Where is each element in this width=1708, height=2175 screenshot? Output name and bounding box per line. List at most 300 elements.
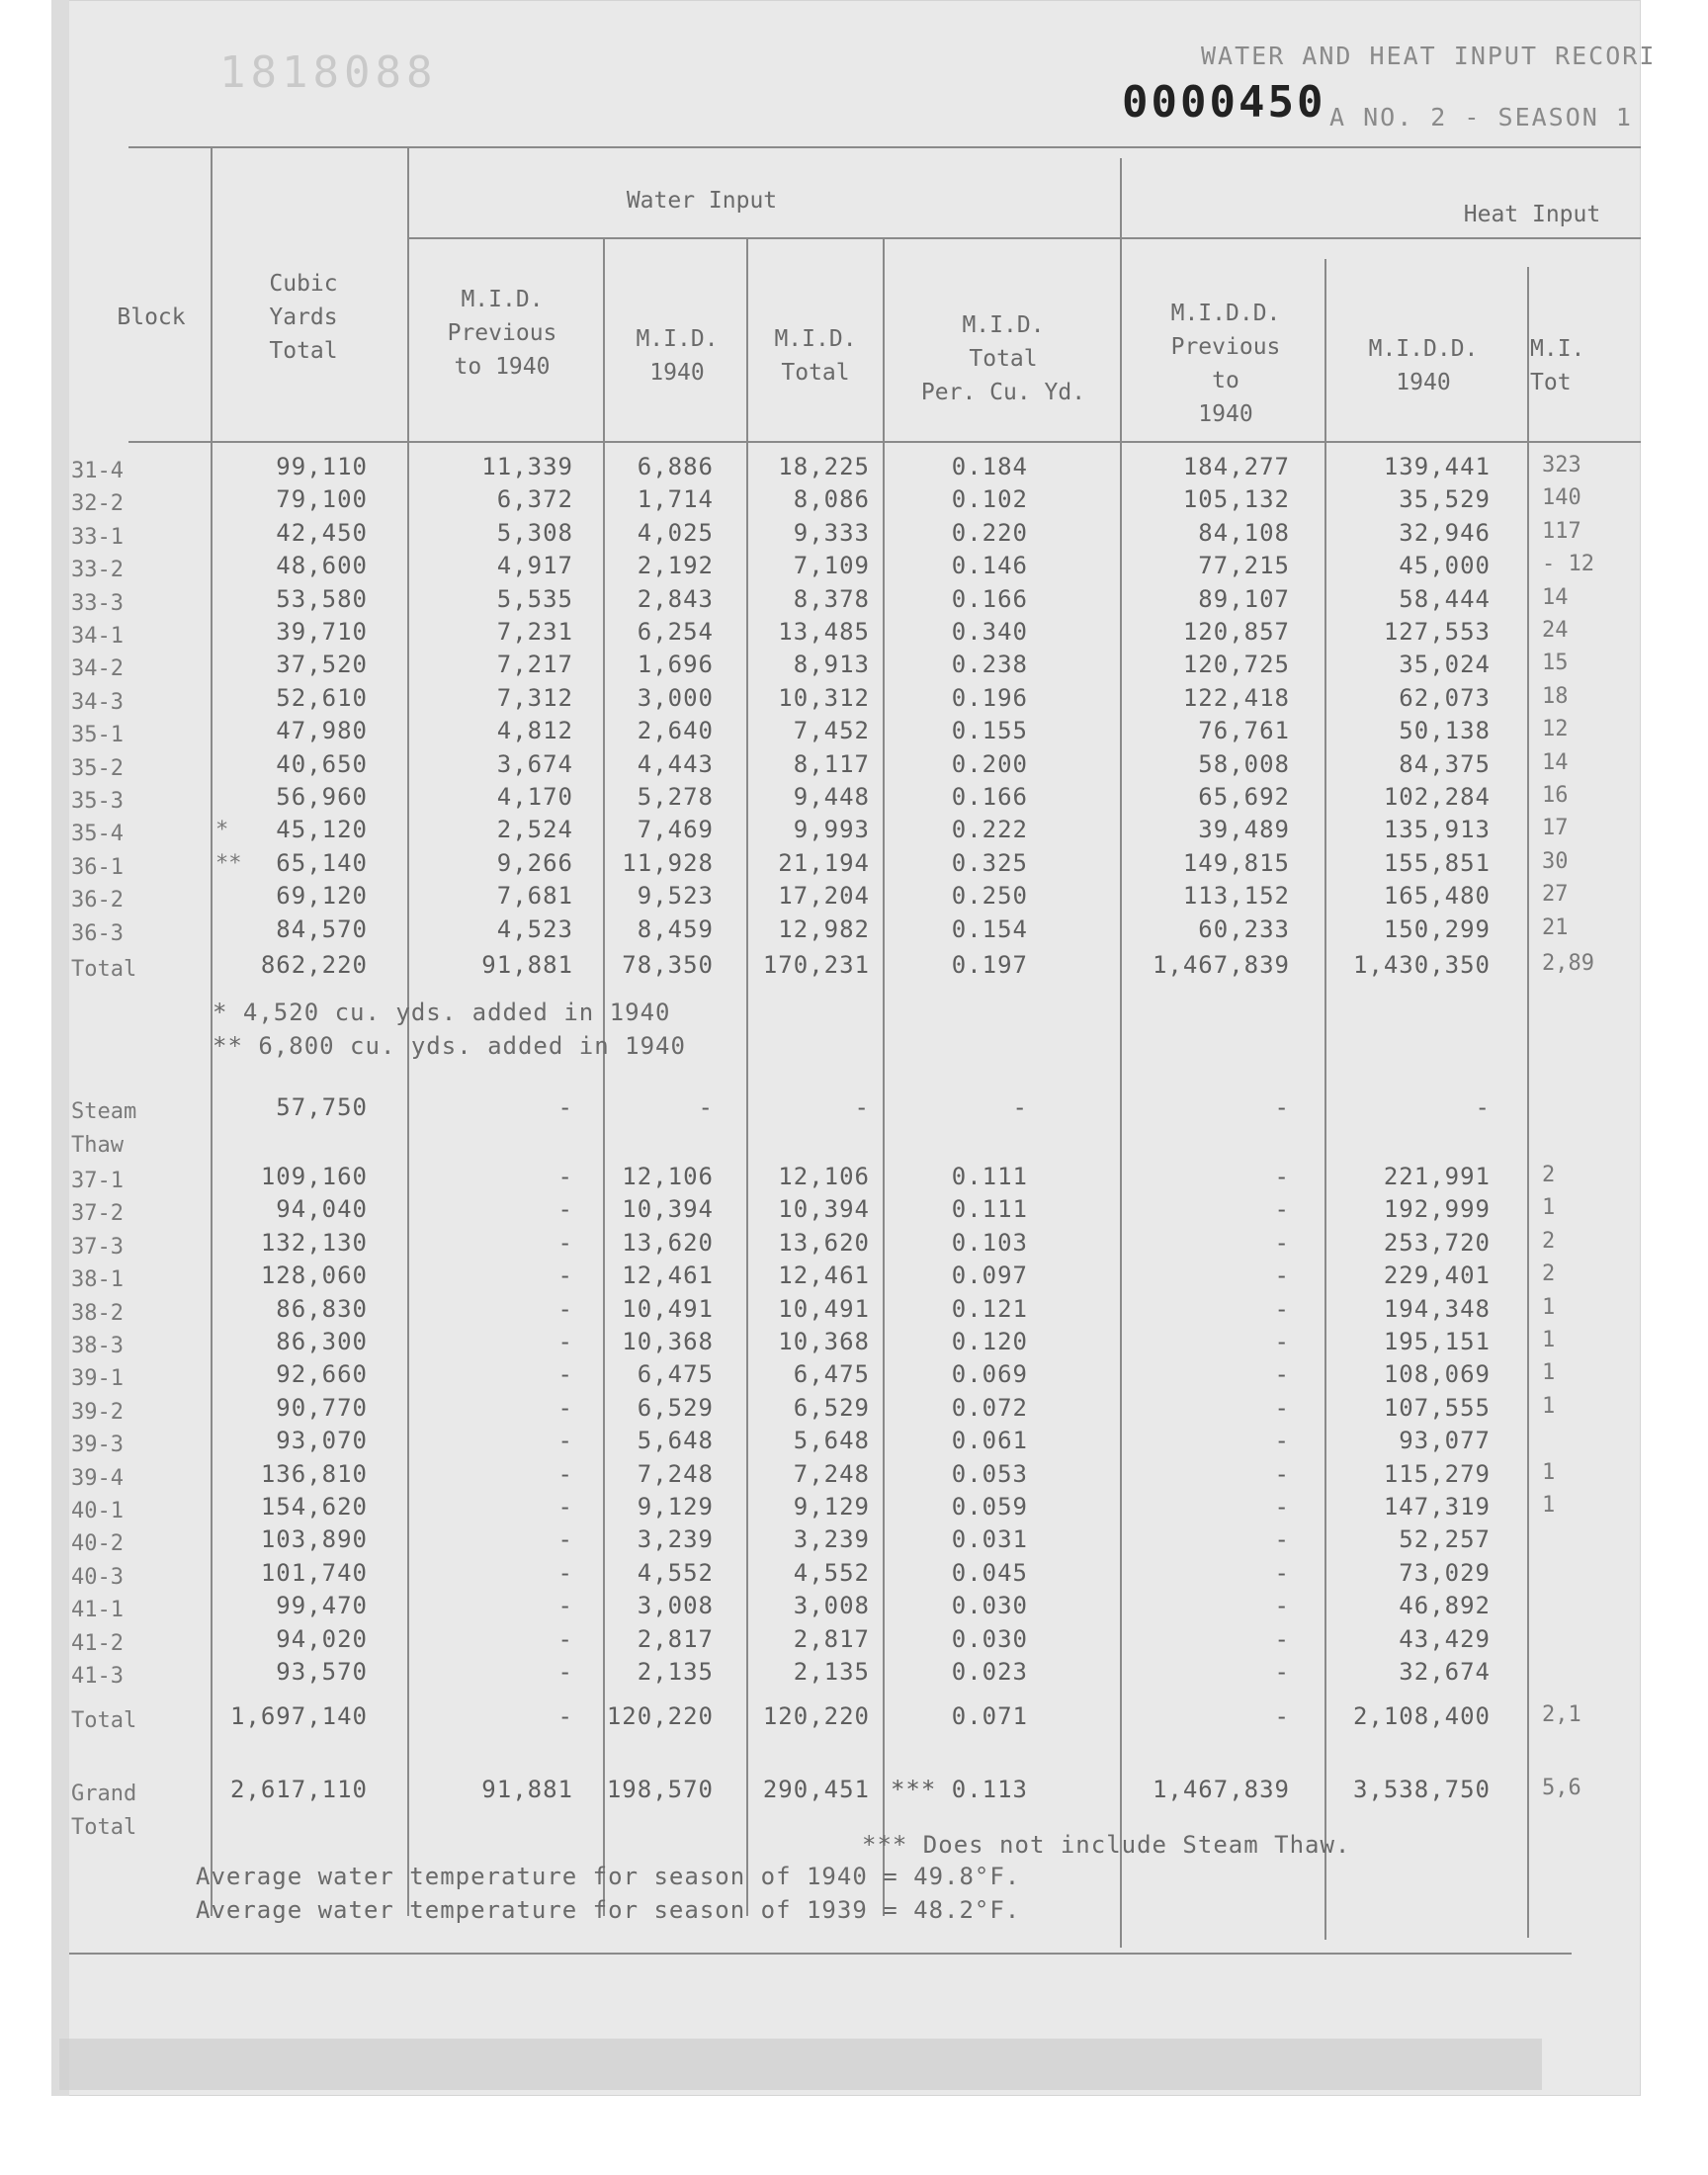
- cell-mid-total: 6,529: [793, 1393, 870, 1422]
- cell-midd-1940: -: [1475, 1093, 1491, 1121]
- cell-midd-previous: -: [1274, 1093, 1290, 1121]
- document-title-line2: A NO. 2 - SEASON 1: [1329, 103, 1633, 131]
- cell-midd-previous: 89,107: [1198, 584, 1290, 613]
- cell-cubic-yards: 57,750: [276, 1093, 368, 1121]
- cell-cubic-yards: 47,980: [276, 717, 368, 745]
- cell-midd-total: 14: [1542, 584, 1569, 610]
- cell-midd-total: 140: [1542, 485, 1581, 511]
- cell-midd-total: 1: [1542, 1459, 1556, 1485]
- faint-document-id: 1818088: [219, 47, 438, 98]
- cell-cubic-yards: 52,610: [276, 683, 368, 712]
- cell-midd-total: 1: [1542, 1393, 1556, 1419]
- cell-cubic-yards: 99,470: [276, 1592, 368, 1620]
- col-header-midd-total: M.I. Tot: [1530, 336, 1585, 395]
- cell-mid-previous: -: [557, 1328, 573, 1355]
- cell-cubic-yards: 93,570: [276, 1658, 368, 1686]
- cell-mid-total: 13,485: [778, 618, 870, 646]
- cell-block: 38-2: [71, 1300, 124, 1326]
- cell-block: 41-2: [71, 1630, 124, 1656]
- cell-mid-total: 9,993: [793, 816, 870, 844]
- cell-midd-previous: -: [1274, 1525, 1290, 1554]
- cell-midd-total: 2,89: [1542, 951, 1594, 976]
- cell-midd-previous: 120,857: [1182, 618, 1290, 646]
- cell-mid-1940: 10,491: [622, 1294, 714, 1323]
- cell-mid-per-cu-yd: 0.250: [951, 882, 1028, 911]
- cell-midd-previous: -: [1274, 1294, 1290, 1323]
- cell-midd-total: 117: [1542, 518, 1581, 544]
- cell-midd-1940: 150,299: [1383, 914, 1491, 943]
- cell-midd-total: 2: [1542, 1228, 1556, 1254]
- cell-midd-previous: 65,692: [1198, 783, 1290, 811]
- cell-mid-previous: -: [557, 1093, 573, 1121]
- cell-block: 39-4: [71, 1465, 124, 1491]
- cell-cubic-yards: 1,697,140: [229, 1702, 368, 1730]
- cell-cubic-yards: 42,450: [276, 518, 368, 547]
- cell-midd-previous: -: [1274, 1427, 1290, 1455]
- cell-block: 36-1: [71, 854, 124, 880]
- cell-cubic-yards: 56,960: [276, 783, 368, 811]
- cell-midd-1940: 58,444: [1399, 584, 1491, 613]
- cell-midd-previous: 1,467,839: [1152, 1776, 1290, 1803]
- cell-mid-previous: 5,308: [496, 518, 573, 547]
- cell-mid-total: 2,817: [793, 1624, 870, 1653]
- cell-mid-previous: 3,674: [496, 749, 573, 778]
- cell-cubic-yards: 79,100: [276, 485, 368, 514]
- cell-mid-per-cu-yd: 0.097: [951, 1262, 1028, 1290]
- cell-cubic-yards: 101,740: [260, 1558, 368, 1587]
- cell-mid-per-cu-yd: 0.120: [951, 1328, 1028, 1355]
- cell-mid-previous: -: [557, 1525, 573, 1554]
- cell-midd-total: 27: [1542, 882, 1569, 908]
- cell-cubic-yards: 86,300: [276, 1328, 368, 1355]
- cell-mid-per-cu-yd: 0.030: [951, 1624, 1028, 1653]
- cell-cubic-yards: 136,810: [260, 1459, 368, 1488]
- cell-mid-total: 13,620: [778, 1228, 870, 1257]
- cell-mid-1940: 3,008: [637, 1592, 714, 1620]
- cell-midd-1940: 229,401: [1383, 1262, 1491, 1290]
- cell-block: 34-1: [71, 624, 124, 649]
- cell-midd-1940: 35,529: [1399, 485, 1491, 514]
- cell-midd-1940: 2,108,400: [1352, 1702, 1491, 1730]
- cell-midd-total: 1: [1542, 1493, 1556, 1518]
- cell-block: 37-3: [71, 1234, 124, 1260]
- cell-mid-1940: 3,000: [637, 683, 714, 712]
- cell-midd-1940: 62,073: [1399, 683, 1491, 712]
- cell-midd-previous: -: [1274, 1163, 1290, 1190]
- cell-mid-per-cu-yd: 0.166: [951, 783, 1028, 811]
- cell-midd-1940: 155,851: [1383, 848, 1491, 877]
- cell-mid-per-cu-yd: 0.238: [951, 651, 1028, 679]
- cell-mid-total: 8,378: [793, 584, 870, 613]
- cell-mid-total: 10,368: [778, 1328, 870, 1355]
- col-rule-mid-1940: [746, 237, 748, 1916]
- cell-mid-previous: -: [557, 1195, 573, 1224]
- cell-mid-total: 170,231: [762, 951, 870, 979]
- cell-mid-total: 7,452: [793, 717, 870, 745]
- cell-mid-previous: 7,681: [496, 882, 573, 911]
- cell-mid-1940: 7,469: [637, 816, 714, 844]
- col-rule-block: [211, 146, 213, 1916]
- cell-mid-1940: 9,523: [637, 882, 714, 911]
- cell-mid-previous: 7,217: [496, 651, 573, 679]
- cell-block: 35-3: [71, 789, 124, 814]
- cell-midd-previous: -: [1274, 1702, 1290, 1730]
- cell-midd-previous: 39,489: [1198, 816, 1290, 844]
- cell-mid-1940: 120,220: [606, 1702, 714, 1730]
- cell-mid-total: 8,913: [793, 651, 870, 679]
- cell-midd-previous: -: [1274, 1393, 1290, 1422]
- cell-midd-1940: 253,720: [1383, 1228, 1491, 1257]
- cell-mid-per-cu-yd: 0.102: [951, 485, 1028, 514]
- cell-mid-total: 2,135: [793, 1658, 870, 1686]
- table-bottom-rule: [69, 1953, 1572, 1955]
- cell-mid-1940: 11,928: [622, 848, 714, 877]
- col-header-block: Block: [117, 304, 186, 330]
- cell-mid-previous: 5,535: [496, 584, 573, 613]
- cell-mid-previous: -: [557, 1228, 573, 1257]
- cell-mid-previous: -: [557, 1393, 573, 1422]
- cell-block: 33-2: [71, 558, 124, 583]
- cell-mid-1940: 13,620: [622, 1228, 714, 1257]
- cell-mid-1940: 3,239: [637, 1525, 714, 1554]
- cell-mid-previous: -: [557, 1592, 573, 1620]
- cell-midd-1940: 43,429: [1399, 1624, 1491, 1653]
- cell-midd-previous: -: [1274, 1195, 1290, 1224]
- cell-midd-1940: 52,257: [1399, 1525, 1491, 1554]
- cell-mid-per-cu-yd: 0.121: [951, 1294, 1028, 1323]
- cell-cubic-yards: 86,830: [276, 1294, 368, 1323]
- cell-mid-total: 12,982: [778, 914, 870, 943]
- cell-midd-previous: 58,008: [1198, 749, 1290, 778]
- cell-mid-previous: 4,917: [496, 552, 573, 580]
- cell-mid-previous: -: [557, 1262, 573, 1290]
- cell-mid-total: 7,109: [793, 552, 870, 580]
- cell-block: 33-1: [71, 524, 124, 550]
- cell-block: 38-1: [71, 1267, 124, 1293]
- group-header-rule: [407, 237, 1641, 239]
- cell-cubic-yards: 128,060: [260, 1262, 368, 1290]
- cell-midd-total: 323: [1542, 453, 1581, 478]
- col-header-mid-previous: M.I.D. Previous to 1940: [447, 287, 557, 380]
- cell-mid-per-cu-yd: 0.053: [951, 1459, 1028, 1488]
- cell-midd-total: 21: [1542, 914, 1569, 940]
- scan-bottom-smudge: [59, 2039, 1542, 2090]
- cell-block: 37-2: [71, 1201, 124, 1227]
- cell-block: 36-2: [71, 888, 124, 914]
- cell-midd-total: 2: [1542, 1262, 1556, 1287]
- cell-midd-1940: 147,319: [1383, 1493, 1491, 1521]
- col-rule-cubic-yards: [407, 146, 409, 1916]
- cell-block: Steam Thaw: [71, 1099, 137, 1158]
- cell-mid-per-cu-yd: 0.030: [951, 1592, 1028, 1620]
- cell-cubic-yards: 40,650: [276, 749, 368, 778]
- cell-mid-1940: 10,394: [622, 1195, 714, 1224]
- cell-mid-1940: 2,640: [637, 717, 714, 745]
- cell-midd-previous: -: [1274, 1624, 1290, 1653]
- cell-mid-per-cu-yd: 0.166: [951, 584, 1028, 613]
- cell-midd-previous: 120,725: [1182, 651, 1290, 679]
- cell-mid-total: 12,106: [778, 1163, 870, 1190]
- cell-mid-total: 18,225: [778, 453, 870, 480]
- cell-midd-1940: 165,480: [1383, 882, 1491, 911]
- cell-midd-1940: 135,913: [1383, 816, 1491, 844]
- document-number-stamp: 0000450: [1122, 77, 1326, 128]
- cell-mid-1940: 2,192: [637, 552, 714, 580]
- cell-cubic-yards: 94,020: [276, 1624, 368, 1653]
- cell-midd-total: 17: [1542, 816, 1569, 841]
- cell-mid-previous: -: [557, 1427, 573, 1455]
- cell-midd-1940: 84,375: [1399, 749, 1491, 778]
- footnote-double-star: ** 6,800 cu. yds. added in 1940: [213, 1032, 686, 1060]
- cell-mid-per-cu-yd: 0.197: [951, 951, 1028, 979]
- cell-midd-total: 16: [1542, 783, 1569, 808]
- cell-midd-1940: 3,538,750: [1352, 1776, 1491, 1803]
- cell-mid-1940: 1,696: [637, 651, 714, 679]
- cell-midd-total: 1: [1542, 1360, 1556, 1386]
- table-top-rule: [128, 146, 1641, 148]
- col-header-midd-previous: M.I.D.D. Previous to 1940: [1170, 301, 1281, 427]
- cell-mid-per-cu-yd: 0.340: [951, 618, 1028, 646]
- cell-mid-per-cu-yd: 0.069: [951, 1360, 1028, 1389]
- cell-midd-1940: 194,348: [1383, 1294, 1491, 1323]
- cell-midd-1940: 32,674: [1399, 1658, 1491, 1686]
- cell-block: 31-4: [71, 459, 124, 483]
- cell-mid-per-cu-yd: 0.222: [951, 816, 1028, 844]
- cell-footnote-mark: *: [215, 818, 229, 843]
- cell-midd-previous: -: [1274, 1493, 1290, 1521]
- cell-mid-previous: 7,312: [496, 683, 573, 712]
- cell-midd-total: 18: [1542, 683, 1569, 709]
- cell-cubic-yards: 132,130: [260, 1228, 368, 1257]
- cell-midd-previous: -: [1274, 1658, 1290, 1686]
- cell-mid-previous: 91,881: [481, 951, 573, 979]
- cell-mid-1940: 9,129: [637, 1493, 714, 1521]
- cell-mid-per-cu-yd: -: [1012, 1093, 1028, 1121]
- document-title-line1: WATER AND HEAT INPUT RECORI: [1201, 42, 1657, 70]
- cell-midd-total: 14: [1542, 749, 1569, 775]
- col-rule-mid-total: [883, 237, 885, 1916]
- cell-cubic-yards: 84,570: [276, 914, 368, 943]
- cell-mid-per-cu-yd: 0.031: [951, 1525, 1028, 1554]
- col-rule-midd-prev: [1324, 259, 1326, 1940]
- cell-mid-per-cu-yd: 0.072: [951, 1393, 1028, 1422]
- cell-block: 41-1: [71, 1598, 124, 1623]
- cell-mid-previous: -: [557, 1558, 573, 1587]
- cell-midd-previous: 84,108: [1198, 518, 1290, 547]
- cell-mid-total: 21,194: [778, 848, 870, 877]
- cell-midd-total: 1: [1542, 1294, 1556, 1320]
- cell-block: 39-1: [71, 1366, 124, 1392]
- cell-cubic-yards: 103,890: [260, 1525, 368, 1554]
- cell-cubic-yards: 90,770: [276, 1393, 368, 1422]
- avg-water-temp-1939: Average water temperature for season of 1939 = 48.2°F.: [196, 1896, 1021, 1924]
- col-rule-midd-1940: [1527, 267, 1529, 1938]
- cell-mid-previous: 4,170: [496, 783, 573, 811]
- cell-midd-1940: 46,892: [1399, 1592, 1491, 1620]
- sheet-edge-shadow: [51, 0, 69, 2096]
- cell-mid-previous: -: [557, 1294, 573, 1323]
- cell-midd-previous: 76,761: [1198, 717, 1290, 745]
- cell-mid-1940: 4,552: [637, 1558, 714, 1587]
- cell-midd-previous: -: [1274, 1558, 1290, 1587]
- cell-mid-total: 8,117: [793, 749, 870, 778]
- cell-mid-1940: 6,886: [637, 453, 714, 480]
- cell-midd-previous: 105,132: [1182, 485, 1290, 514]
- cell-mid-previous: -: [557, 1624, 573, 1653]
- cell-mid-previous: 6,372: [496, 485, 573, 514]
- cell-cubic-yards: 69,120: [276, 882, 368, 911]
- cell-block: 37-1: [71, 1169, 124, 1193]
- header-bottom-rule: [128, 441, 1641, 443]
- cell-mid-1940: 6,529: [637, 1393, 714, 1422]
- cell-midd-total: 12: [1542, 717, 1569, 742]
- cell-midd-total: 2,1: [1542, 1702, 1581, 1727]
- footnote-single-star: * 4,520 cu. yds. added in 1940: [213, 999, 671, 1026]
- cell-mid-1940: 4,443: [637, 749, 714, 778]
- cell-midd-previous: 60,233: [1198, 914, 1290, 943]
- cell-mid-previous: 2,524: [496, 816, 573, 844]
- cell-mid-previous: 11,339: [481, 453, 573, 480]
- cell-mid-total: 10,312: [778, 683, 870, 712]
- cell-block: 35-2: [71, 755, 124, 781]
- cell-mid-per-cu-yd: 0.111: [951, 1163, 1028, 1190]
- cell-mid-per-cu-yd: 0.103: [951, 1228, 1028, 1257]
- cell-mid-total: 7,248: [793, 1459, 870, 1488]
- cell-mid-total: 3,239: [793, 1525, 870, 1554]
- cell-mid-per-cu-yd: 0.196: [951, 683, 1028, 712]
- cell-block: 39-2: [71, 1399, 124, 1425]
- cell-midd-1940: 195,151: [1383, 1328, 1491, 1355]
- cell-mid-1940: 2,817: [637, 1624, 714, 1653]
- cell-midd-previous: -: [1274, 1262, 1290, 1290]
- cell-mid-1940: 198,570: [606, 1776, 714, 1803]
- cell-midd-1940: 73,029: [1399, 1558, 1491, 1587]
- cell-cubic-yards: 92,660: [276, 1360, 368, 1389]
- cell-block: Total: [71, 1708, 137, 1733]
- cell-mid-total: 10,491: [778, 1294, 870, 1323]
- cell-block: 35-4: [71, 822, 124, 847]
- cell-mid-1940: 6,475: [637, 1360, 714, 1389]
- cell-mid-total: 3,008: [793, 1592, 870, 1620]
- cell-mid-1940: 7,248: [637, 1459, 714, 1488]
- cell-mid-1940: 8,459: [637, 914, 714, 943]
- cell-midd-total: 2: [1542, 1163, 1556, 1187]
- cell-cubic-yards: 862,220: [260, 951, 368, 979]
- cell-cubic-yards: 109,160: [260, 1163, 368, 1190]
- cell-mid-previous: 9,266: [496, 848, 573, 877]
- cell-mid-previous: -: [557, 1493, 573, 1521]
- cell-midd-previous: 77,215: [1198, 552, 1290, 580]
- cell-midd-total: - 12: [1542, 552, 1594, 577]
- cell-mid-per-cu-yd: 0.184: [951, 453, 1028, 480]
- cell-mid-1940: 10,368: [622, 1328, 714, 1355]
- cell-mid-per-cu-yd: 0.071: [951, 1702, 1028, 1730]
- cell-mid-per-cu-yd: 0.045: [951, 1558, 1028, 1587]
- cell-midd-1940: 139,441: [1383, 453, 1491, 480]
- cell-midd-previous: 184,277: [1182, 453, 1290, 480]
- cell-mid-1940: -: [698, 1093, 714, 1121]
- cell-midd-1940: 107,555: [1383, 1393, 1491, 1422]
- cell-mid-per-cu-yd: 0.061: [951, 1427, 1028, 1455]
- cell-mid-total: 290,451: [762, 1776, 870, 1803]
- cell-block: 41-3: [71, 1664, 124, 1689]
- cell-mid-per-cu-yd: 0.111: [951, 1195, 1028, 1224]
- cell-mid-per-cu-yd: 0.154: [951, 914, 1028, 943]
- cell-mid-total: 9,129: [793, 1493, 870, 1521]
- cell-mid-per-cu-yd: 0.200: [951, 749, 1028, 778]
- cell-mid-per-cu-yd: 0.325: [951, 848, 1028, 877]
- col-header-mid-1940: M.I.D. 1940: [636, 326, 719, 386]
- cell-mid-total: 12,461: [778, 1262, 870, 1290]
- cell-midd-previous: 149,815: [1182, 848, 1290, 877]
- cell-mid-per-cu-yd: 0.059: [951, 1493, 1028, 1521]
- cell-cubic-yards: 37,520: [276, 651, 368, 679]
- cell-mid-previous: -: [557, 1360, 573, 1389]
- cell-cubic-yards: 53,580: [276, 584, 368, 613]
- cell-cubic-yards: 65,140: [276, 848, 368, 877]
- cell-footnote-mark: **: [215, 850, 242, 876]
- cell-block: Grand Total: [71, 1782, 137, 1840]
- cell-mid-total: 10,394: [778, 1195, 870, 1224]
- cell-cubic-yards: 93,070: [276, 1427, 368, 1455]
- water-input-header: Water Input: [626, 188, 778, 214]
- cell-mid-previous: -: [557, 1163, 573, 1190]
- cell-midd-1940: 102,284: [1383, 783, 1491, 811]
- cell-midd-previous: -: [1274, 1228, 1290, 1257]
- cell-mid-per-cu-yd: 0.220: [951, 518, 1028, 547]
- cell-midd-total: 1: [1542, 1328, 1556, 1352]
- cell-midd-total: 1: [1542, 1195, 1556, 1221]
- cell-midd-total: 15: [1542, 651, 1569, 676]
- cell-mid-previous: 4,812: [496, 717, 573, 745]
- cell-midd-total: 24: [1542, 618, 1569, 643]
- cell-mid-per-cu-yd: 0.155: [951, 717, 1028, 745]
- col-header-mid-total: M.I.D. Total: [774, 326, 857, 386]
- cell-midd-previous: -: [1274, 1360, 1290, 1389]
- cell-mid-per-cu-yd: *** 0.113: [890, 1776, 1028, 1803]
- cell-midd-previous: 113,152: [1182, 882, 1290, 911]
- cell-midd-previous: -: [1274, 1328, 1290, 1355]
- cell-midd-previous: -: [1274, 1459, 1290, 1488]
- cell-midd-previous: -: [1274, 1592, 1290, 1620]
- cell-midd-previous: 122,418: [1182, 683, 1290, 712]
- cell-cubic-yards: 99,110: [276, 453, 368, 480]
- cell-midd-1940: 108,069: [1383, 1360, 1491, 1389]
- cell-midd-1940: 115,279: [1383, 1459, 1491, 1488]
- cell-mid-per-cu-yd: 0.146: [951, 552, 1028, 580]
- heat-input-header: Heat Input: [1463, 202, 1601, 227]
- cell-block: 34-3: [71, 689, 124, 715]
- cell-mid-per-cu-yd: 0.023: [951, 1658, 1028, 1686]
- cell-block: 38-3: [71, 1334, 124, 1358]
- cell-block: 35-1: [71, 723, 124, 748]
- cell-mid-previous: 7,231: [496, 618, 573, 646]
- cell-cubic-yards: 2,617,110: [229, 1776, 368, 1803]
- cell-midd-1940: 32,946: [1399, 518, 1491, 547]
- cell-mid-total: 9,448: [793, 783, 870, 811]
- cell-midd-1940: 1,430,350: [1352, 951, 1491, 979]
- col-header-mid-per-cu-yd: M.I.D. Total Per. Cu. Yd.: [920, 312, 1086, 405]
- cell-cubic-yards: 39,710: [276, 618, 368, 646]
- cell-mid-total: 8,086: [793, 485, 870, 514]
- cell-mid-1940: 5,278: [637, 783, 714, 811]
- cell-midd-previous: 1,467,839: [1152, 951, 1290, 979]
- cell-block: 40-3: [71, 1564, 124, 1590]
- cell-block: 40-2: [71, 1531, 124, 1557]
- cell-mid-previous: 91,881: [481, 1776, 573, 1803]
- cell-mid-total: 17,204: [778, 882, 870, 911]
- cell-block: 32-2: [71, 491, 124, 517]
